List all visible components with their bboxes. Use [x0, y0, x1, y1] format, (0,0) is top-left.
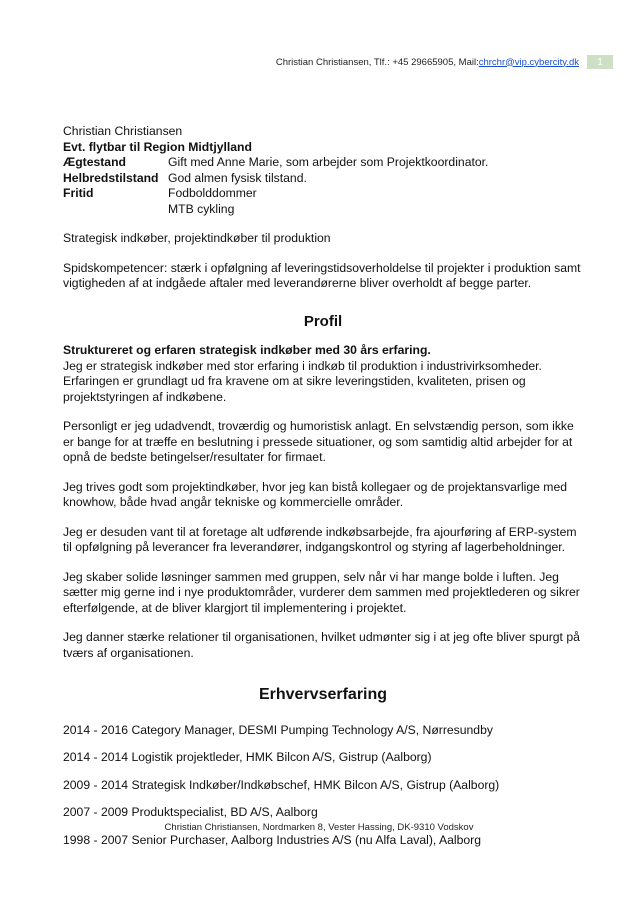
relocation-note: Evt. flytbar til Region Midtjylland [63, 139, 252, 154]
info-value: Fodbolddommer [168, 186, 257, 200]
experience-item: 1998 - 2007 Senior Purchaser, Aalborg Industries A/S (nu Alfa Laval), Aalborg [63, 832, 482, 847]
info-row [63, 202, 583, 218]
role-line: Strategisk indkøber, projektindkøber til produktion [63, 231, 331, 245]
info-value: MTB cykling [168, 201, 235, 216]
experience-item: 2014 - 2014 Logistik projektleder, HMK Bilcon A/S, Gistrup (Aalborg) [63, 750, 432, 764]
info-label: Helbredstilstand [63, 170, 159, 185]
info-label: Ægtestand [63, 155, 126, 169]
email-link[interactable]: chrchr@vip.cybercity.dk [478, 56, 579, 68]
profile-paragraph: Jeg skaber solide løsninger sammen med gruppen, selv når vi har mange bolde i luften. Jeg sætter mig gerne ind i nye produktområder, vurderer dem sammen med projektlederen og sikrer efterfølgende, at de bliver klargjort til implementering i projektet. [63, 569, 580, 615]
experience-item: 2014 - 2016 Category Manager, DESMI Pumping Technology A/S, Nørresundby [63, 722, 493, 737]
experience-item: 2009 - 2014 Strategisk Indkøber/Indkøbschef, HMK Bilcon A/S, Gistrup (Aalborg) [63, 777, 500, 792]
document-body [63, 124, 583, 862]
experience-heading: Erhvervserfaring [258, 686, 388, 703]
header-contact: Christian Christiansen, Tlf.: +45 29665905, Mail: [275, 56, 479, 68]
page-footer: Christian Christiansen, Nordmarken 8, Vester Hassing, DK-9310 Vodskov [164, 822, 474, 833]
info-row [63, 155, 583, 171]
profile-paragraph: Jeg danner stærke relationer til organisationen, hvilket udmønter sig i at jeg ofte bliver spurgt på tværs af organisationen. [63, 630, 580, 660]
page-header [276, 55, 613, 69]
info-label [63, 202, 168, 218]
experience-item: 2007 - 2009 Produktspecialist, BD A/S, Aalborg [63, 805, 318, 819]
info-value: God almen fysisk tilstand. [168, 170, 307, 185]
profile-paragraph: Jeg trives godt som projektindkøber, hvor jeg kan bistå kollegaer og de projektansvarlige med knowhow, både hvad angår tekniske og kommercielle områder. [63, 479, 568, 509]
info-row [63, 171, 583, 187]
profile-paragraph: Personligt er jeg udadvendt, troværdig og humoristisk anlagt. En selvstændig person, som ikke er bange for at træffe en beslutning i pressede situationer, og som samtidig altid arbejder for at opnå de bedste betingelser/resultater for firmaet. [63, 419, 574, 464]
info-value: Gift med Anne Marie, som arbejder som Projektkoordinator. [168, 155, 489, 169]
profile-paragraph: Jeg er desuden vant til at foretage alt udførende indkøbsarbejde, fra ajourføring af ERP-system til opfølgning på leverancer fra leverandører, indgangskontrol og styring af lagerbeholdninger. [63, 524, 577, 554]
page-number-badge: 1 [587, 55, 613, 69]
profile-lead-text: Jeg er strategisk indkøber med stor erfaring i indkøb til produktion i industrivirksomheder. Erfaringen er grundlagt ud fra kravene om at sikre leveringstiden, kvaliteten, prisen og projektstyringen af indkøbene. [63, 358, 542, 404]
info-row [63, 186, 583, 202]
profile-heading: Profil [303, 312, 343, 330]
profile-lead: Struktureret og erfaren strategisk indkøber med 30 års erfaring. [63, 343, 431, 357]
competencies-text: Spidskompetencer: stærk i opfølgning af leveringstidsoverholdelse til projekter i produktion samt vigtigheden af at indgåede aftaler med leverandørerne bliver overholdt af begge parter. [63, 260, 581, 290]
person-name: Christian Christiansen [63, 124, 183, 138]
info-label: Fritid [63, 186, 94, 200]
